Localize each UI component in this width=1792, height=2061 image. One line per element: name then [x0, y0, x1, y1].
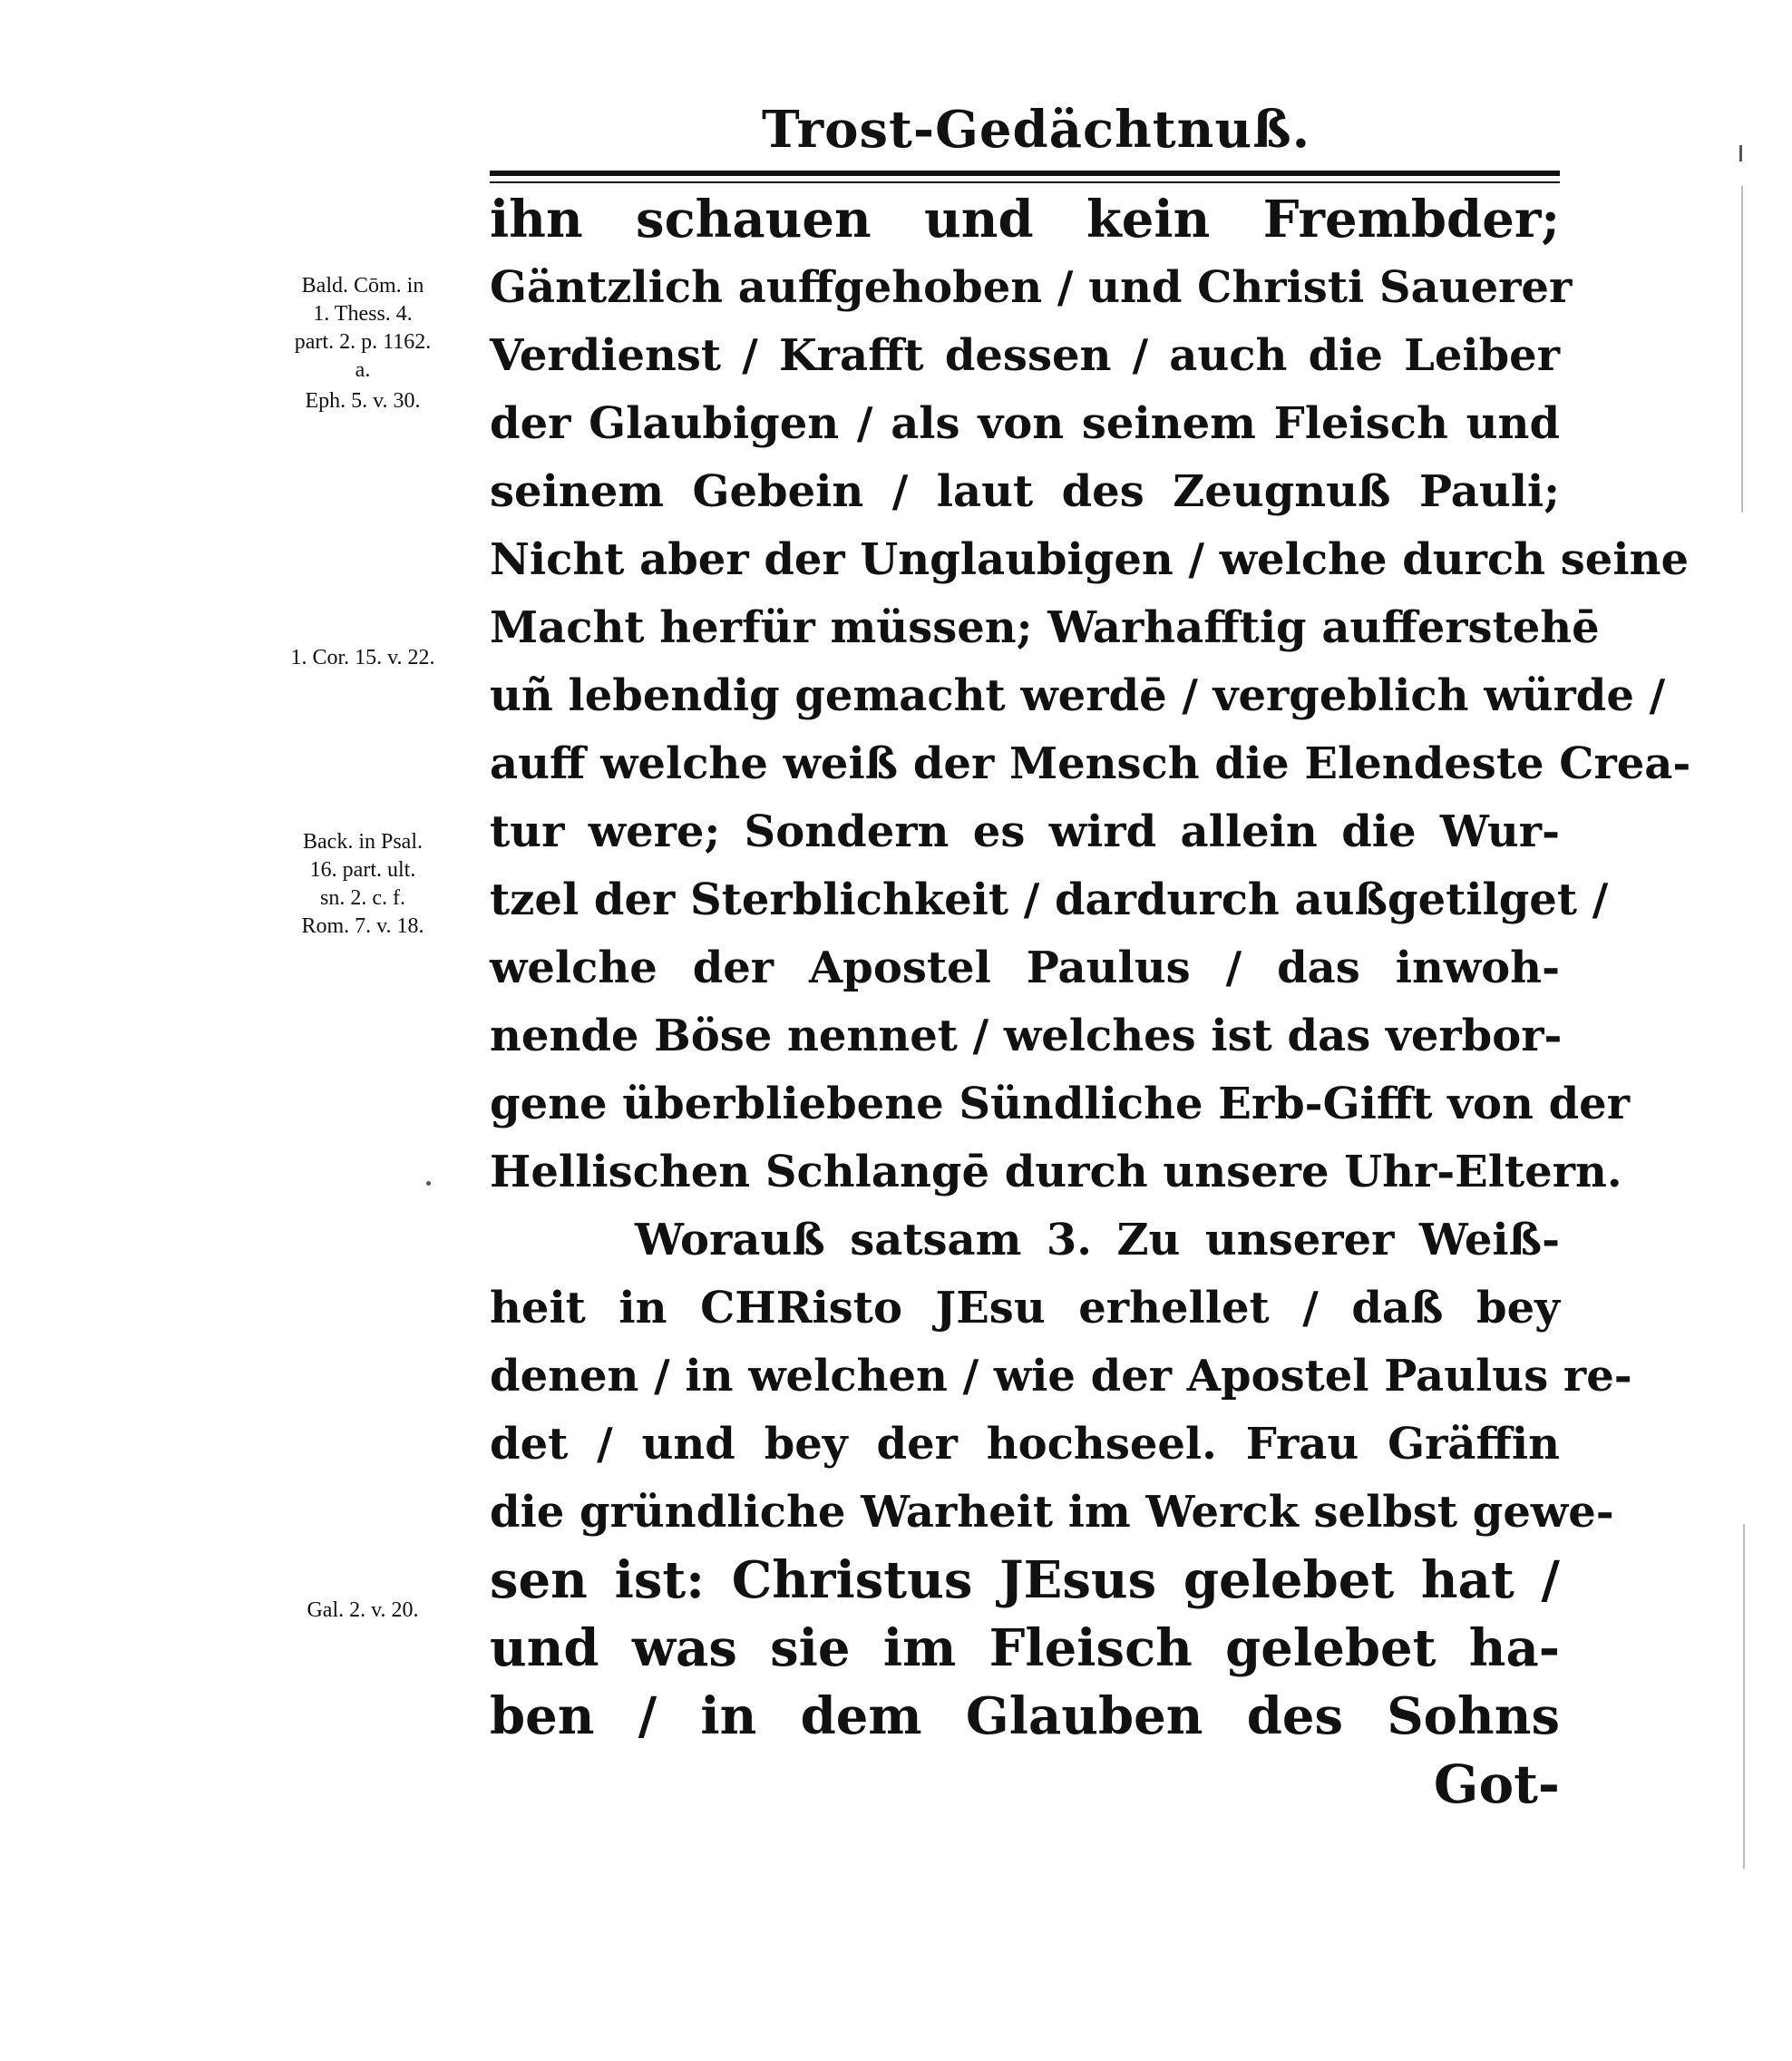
scan-artifact	[1739, 145, 1742, 161]
text-line: gene überbliebene Sündliche Erb-Gifft von der	[490, 1079, 1630, 1129]
margin-note: Gal. 2. v. 20.	[307, 1598, 419, 1622]
header-rule	[490, 171, 1560, 176]
margin-note: Back. in Psal.	[303, 830, 423, 854]
scan-artifact	[1743, 1524, 1745, 1869]
text-line: Hellischen Schlangē durch unsere Uhr-Eltern.	[490, 1147, 1622, 1197]
text-line: seinem Gebein / laut des Zeugnuß Pauli;	[490, 466, 1560, 517]
text-line: Macht herfür müssen; Warhafftig aufferstehē	[490, 602, 1600, 653]
text-line: die gründliche Warheit im Werck selbst gewe-	[490, 1487, 1614, 1538]
text-line: tzel der Sterblichkeit / dardurch außgetilget /	[490, 874, 1609, 925]
text-line: tur were; Sondern es wird allein die Wur-	[490, 806, 1560, 857]
margin-note: Bald. Cōm. in	[301, 274, 424, 298]
body-text	[490, 186, 1691, 1819]
margin-note: a.	[355, 358, 371, 382]
scan-artifact	[426, 1181, 431, 1186]
text-line: ben / in dem Glauben des Sohns	[490, 1686, 1560, 1746]
header-rule-thin	[490, 181, 1560, 183]
margin-note: Rom. 7. v. 18.	[301, 914, 424, 938]
catchword: Got-	[1433, 1753, 1560, 1815]
margin-note: 1. Thess. 4.	[313, 302, 413, 326]
text-line: denen / in welchen / wie der Apostel Paulus re-	[490, 1351, 1632, 1402]
margin-note: part. 2. p. 1162.	[294, 330, 432, 354]
text-line: Gäntzlich auffgehoben / und Christi Sauerer	[490, 262, 1573, 313]
margin-note: Eph. 5. v. 30.	[305, 389, 421, 413]
text-line: sen ist: Christus JEsus gelebet hat /	[490, 1550, 1560, 1610]
text-line: Verdienst / Krafft dessen / auch die Leiber	[490, 330, 1560, 381]
text-line: ihn schauen und kein Frembder;	[490, 190, 1560, 249]
margin-note: sn. 2. c. f.	[320, 886, 405, 910]
text-line: welche der Apostel Paulus / das inwoh-	[490, 943, 1560, 993]
text-line: uñ lebendig gemacht werdē / vergeblich würde /	[490, 670, 1666, 721]
text-line: auff welche weiß der Mensch die Elendeste Crea-	[490, 738, 1691, 789]
text-line: Nicht aber der Unglaubigen / welche durch seine	[490, 534, 1690, 585]
text-line: Worauß satsam 3. Zu unserer Weiß-	[635, 1215, 1560, 1265]
text-line: der Glaubigen / als von seinem Fleisch und	[490, 398, 1560, 449]
text-line: det / und bey der hochseel. Frau Gräffin	[490, 1419, 1560, 1470]
text-line: heit in CHRisto JEsu erhellet / daß bey	[490, 1283, 1560, 1333]
scan-artifact	[1741, 186, 1743, 513]
margin-note: 16. part. ult.	[309, 858, 416, 882]
text-line: nende Böse nennet / welches ist das verbor-	[490, 1011, 1563, 1061]
margin-note: 1. Cor. 15. v. 22.	[290, 646, 435, 669]
text-line: und was sie im Fleisch gelebet ha-	[490, 1618, 1560, 1678]
running-head: Trost-Gedächtnuß.	[762, 100, 1311, 160]
